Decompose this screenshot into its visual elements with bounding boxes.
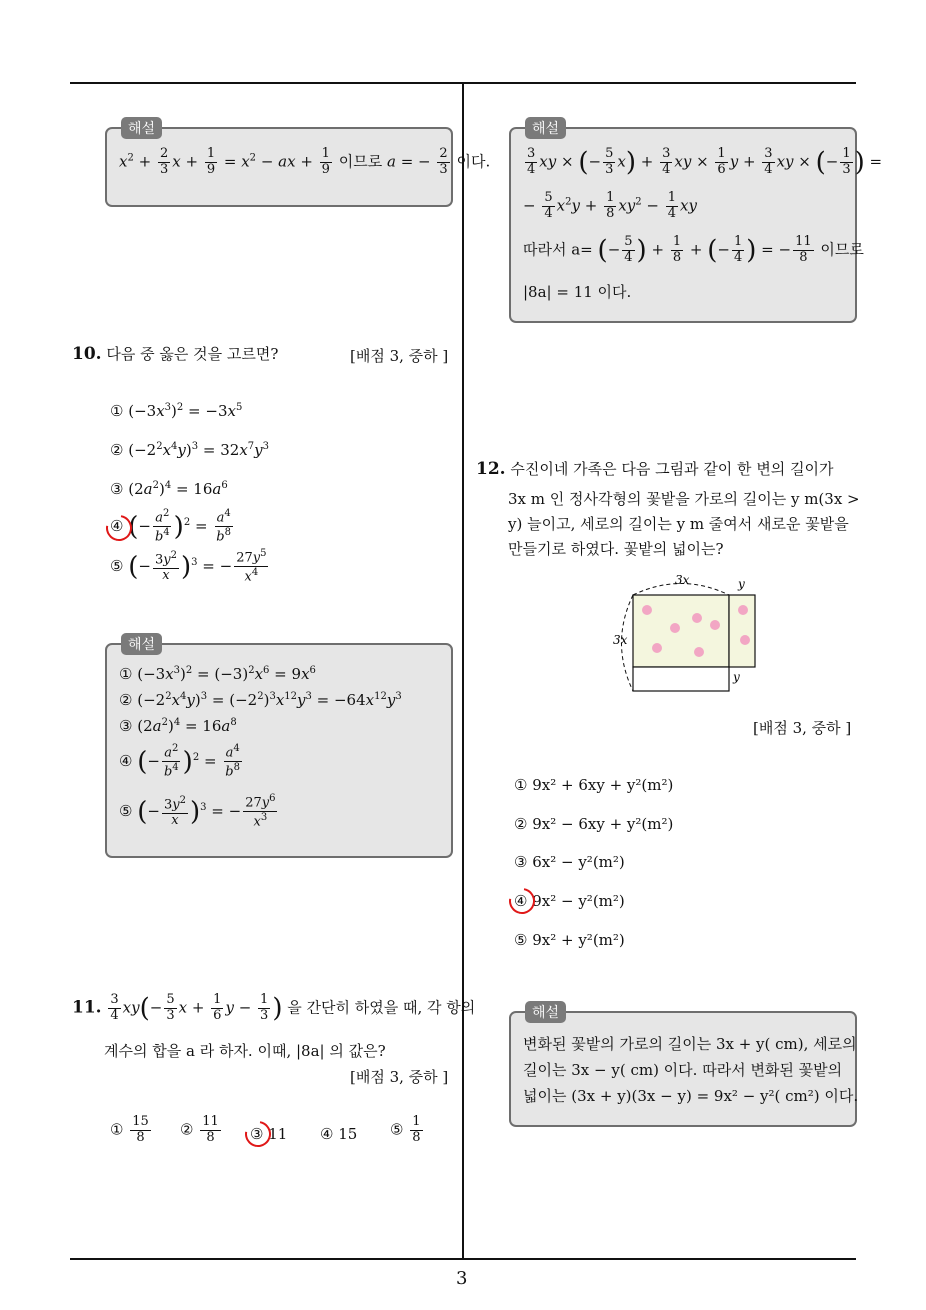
q10-choice-2[interactable]: ② $(-2^2x^4y)^3 = 32x^7y^3$ xyxy=(110,441,270,459)
q12-choice-3[interactable]: ③ 6x² − y²(m²) xyxy=(514,853,625,871)
q11-choice-5[interactable]: ⑤ $\frac{1}{8}$ xyxy=(390,1114,421,1145)
solution-tag: 해설 xyxy=(525,1001,566,1023)
question-12-stem-1: 12. 수진이네 가족은 다음 그림과 같이 한 변의 길이가 xyxy=(476,459,834,479)
answer-mark-q12 xyxy=(504,883,540,919)
question-12-stem-2: 3x m 인 정사각형의 꽃밭을 가로의 길이는 y m(3x > xyxy=(508,490,860,508)
page-number: 3 xyxy=(456,1268,468,1289)
sol11-line-2: − $\frac{5}{4}$ $x^2y$ + $\frac{1}{8}$ $xy^2$ − $\frac{1}{4}$ xy xyxy=(523,190,697,221)
question-11-stem-2: 계수의 합을 a 라 하자. 이때, |8a| 의 값은? xyxy=(104,1042,386,1060)
sol10-line-1: ① $(-3x^3)^2 = (-3)^2x^6 = 9x^6$ xyxy=(119,665,316,683)
sol11-line-4: |8a| = 11 이다. xyxy=(523,283,632,301)
solution-tag: 해설 xyxy=(121,117,162,139)
sol10-line-5: ⑤ (− $\frac{3y^2}{x}$ )$^3$ = − $\frac{27y^6}{x^3}$ xyxy=(119,793,276,830)
solution-box-q12 xyxy=(509,1005,859,1127)
column-divider xyxy=(462,83,464,1259)
sol12-line-2: 길이는 3x − y( cm) 이다. 따라서 변화된 꽃밭의 xyxy=(523,1061,843,1079)
answer-mark-q11 xyxy=(240,1116,276,1152)
question-10-score: [배점 3, 중하 ] xyxy=(350,347,449,365)
solution-box-q11 xyxy=(509,121,883,323)
q12-choice-4[interactable]: ④ 9x² − y²(m²) xyxy=(514,892,625,910)
fig-top-label: 3x xyxy=(675,573,690,587)
q10-choice-4[interactable]: ④ (− $\frac{a^2}{b^4}$ )$^2$ = $\frac{a^4}{b^8}$ xyxy=(110,508,231,545)
solution-tag: 해설 xyxy=(525,117,566,139)
question-11-score: [배점 3, 중하 ] xyxy=(350,1068,449,1086)
q10-choice-1[interactable]: ① $(-3x^3)^2 = -3x^5$ xyxy=(110,402,243,420)
fig-y-side: y xyxy=(733,670,740,684)
solution-text: $x^2$ + $\frac{2}{3}$ x + $\frac{1}{9}$ = $x^2$ − ax + $\frac{1}{9}$ 이므로 a = − $\frac{2}{3}$ 이다. xyxy=(119,146,491,177)
q11-choice-4[interactable]: ④ 15 xyxy=(320,1125,358,1143)
fig-side-label: 3x xyxy=(613,633,628,647)
sol12-line-3: 넓이는 (3x + y)(3x − y) = 9x² − y²( cm²) 이다. xyxy=(523,1087,859,1105)
q12-choice-1[interactable]: ① 9x² + 6xy + y²(m²) xyxy=(514,776,674,794)
q11-choice-2[interactable]: ② $\frac{11}{8}$ xyxy=(180,1114,219,1145)
sol10-line-4: ④ (− $\frac{a^2}{b^4}$ )$^2$ = $\frac{a^4}{b^8}$ xyxy=(119,743,240,780)
q10-choice-3[interactable]: ③ $(2a^2)^4 = 16a^6$ xyxy=(110,480,228,498)
sol11-line-3: 따라서 a= (− $\frac{5}{4}$ ) + $\frac{1}{8}$ + (− $\frac{1}{4}$ ) = − $\frac{11}{8}$ 이므로 xyxy=(523,234,864,266)
q11-choice-3[interactable]: ③ 11 xyxy=(250,1125,288,1143)
sol11-line-1: $\frac{3}{4}$ xy × (− $\frac{5}{3}$ x) + $\frac{3}{4}$ xy × $\frac{1}{6}$ y + $\frac{3}{4}$ xy × (− $\frac{1}{3}$ ) = xyxy=(527,146,883,178)
fig-y-top: y xyxy=(738,577,745,591)
q12-choice-5[interactable]: ⑤ 9x² + y²(m²) xyxy=(514,931,625,949)
solution-box-q9 xyxy=(105,121,491,207)
question-12-stem-4: 만들기로 하였다. 꽃밭의 넓이는? xyxy=(508,540,724,558)
sol10-line-3: ③ $(2a^2)^4 = 16a^8$ xyxy=(119,717,237,735)
question-12-score: [배점 3, 중하 ] xyxy=(753,719,852,737)
q10-choice-5[interactable]: ⑤ (− $\frac{3y^2}{x}$ )$^3$ = − $\frac{27y^5}{x^4}$ xyxy=(110,548,267,585)
q11-choice-1[interactable]: ① $\frac{15}{8}$ xyxy=(110,1114,149,1145)
question-11-stem: 11. $\frac{3}{4}$ xy(− $\frac{5}{3}$ x + $\frac{1}{6}$ y − $\frac{1}{3}$ ) 을 간단히 하였을 때, 각 항의 xyxy=(72,992,476,1024)
question-10-stem: 10. 다음 중 옳은 것을 고르면? xyxy=(72,344,279,364)
solution-box-q10 xyxy=(105,637,453,858)
solution-tag: 해설 xyxy=(121,633,162,655)
garden-figure xyxy=(605,570,765,695)
q12-choice-2[interactable]: ② 9x² − 6xy + y²(m²) xyxy=(514,815,674,833)
question-12-stem-3: y) 늘이고, 세로의 길이는 y m 줄여서 새로운 꽃밭을 xyxy=(508,515,849,533)
sol10-line-2: ② $(-2^2x^4y)^3 = (-2^2)^3x^{12}y^3 = -64x^{12}y^3$ xyxy=(119,691,402,709)
sol12-line-1: 변화된 꽃밭의 가로의 길이는 3x + y( cm), 세로의 xyxy=(523,1035,857,1053)
